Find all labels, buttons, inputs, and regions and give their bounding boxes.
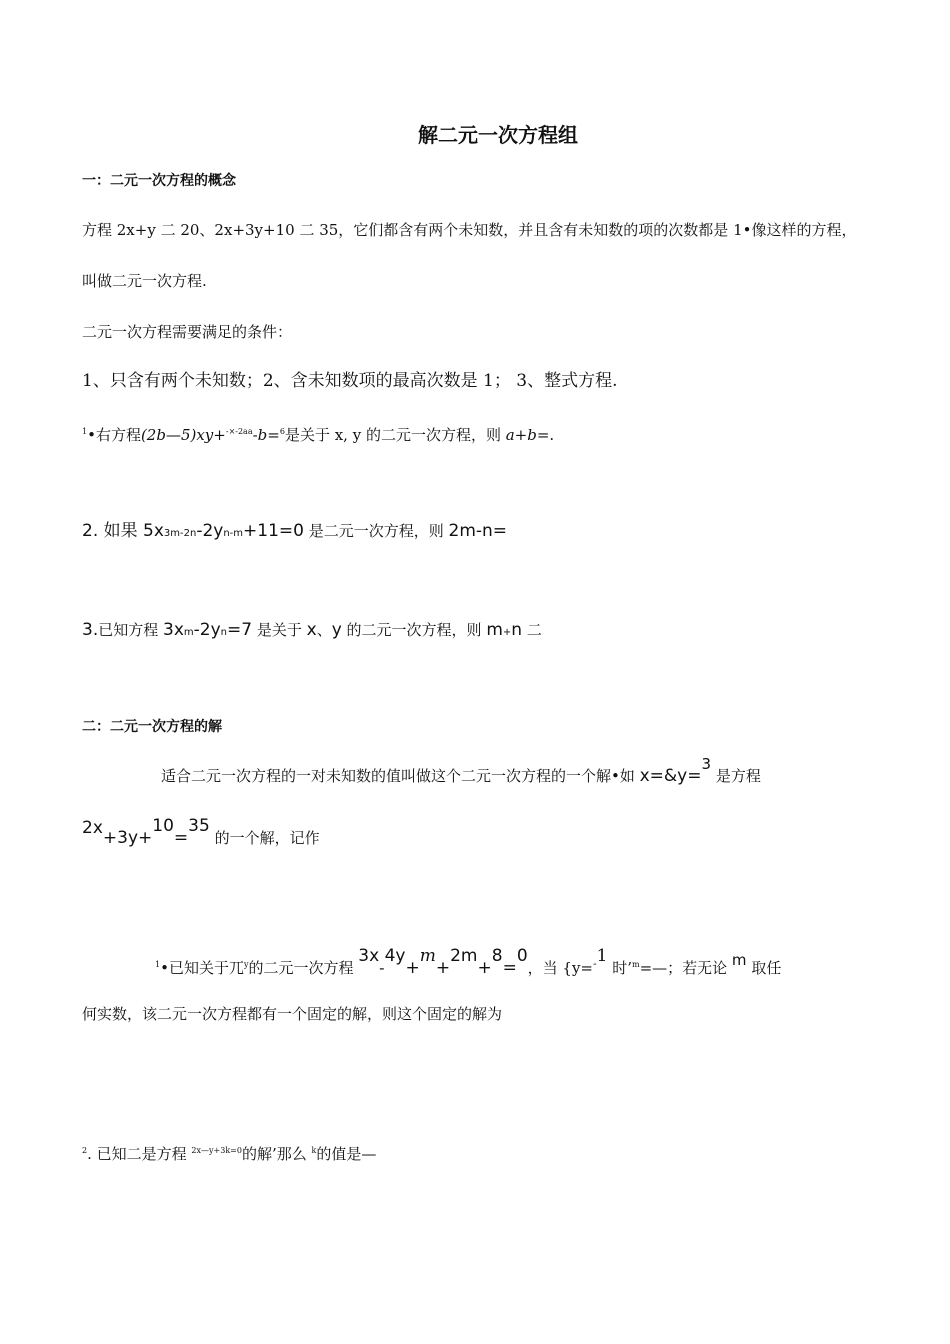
question-1-2	[82, 521, 507, 544]
expr: +	[435, 958, 451, 978]
question-text: •右方程	[87, 426, 141, 444]
expr: -b=	[252, 426, 280, 444]
expr: +11=0	[243, 521, 304, 541]
expr: -2y	[193, 620, 221, 640]
expr: m	[486, 620, 503, 640]
conditions-list: 1、只含有两个未知数；2、含未知数项的最高次数是 1； 3、整式方程.	[82, 371, 618, 391]
expr: m	[419, 946, 436, 966]
para-text: 的一个解，记作	[209, 829, 320, 847]
expr: 0	[516, 946, 528, 966]
expr: (2b	[140, 426, 166, 444]
expr: m	[631, 960, 640, 969]
question-text: 的解’那么	[241, 1145, 312, 1163]
question-2-1	[155, 946, 782, 981]
question-text: 的二元一次方程	[248, 959, 359, 977]
question-2-2	[82, 1141, 376, 1164]
question-text: 是二元一次方程，则	[303, 522, 449, 540]
question-text: 是关于	[252, 621, 307, 639]
expr: +	[502, 627, 512, 638]
expr-exponent: 3m-2n	[163, 528, 197, 539]
question-text: 取任	[746, 959, 782, 977]
expr: k	[311, 1146, 317, 1155]
expr-exponent: m	[183, 627, 194, 638]
expr: 3x	[163, 620, 184, 640]
para-text: 适合二元一次方程的一对未知数的值叫做这个二元一次方程的一个解•如	[161, 767, 640, 785]
question-text: 是关于 x, y 的二元一次方程，则	[284, 426, 506, 444]
question-number: 1	[82, 427, 88, 436]
expr: -	[379, 959, 385, 977]
expr-exponent: n-m	[223, 528, 244, 539]
expr: n	[511, 620, 523, 640]
expr: 2. 如果 5x	[82, 521, 164, 541]
expr: 2x—y+3k=0	[191, 1146, 242, 1155]
expr-exponent: -×-2a	[225, 427, 248, 436]
expr: x	[306, 620, 317, 640]
expr: x=&y=	[639, 766, 702, 786]
expr: y	[331, 620, 342, 640]
expr: -2y	[196, 521, 224, 541]
conditions-label: 二元一次方程需要满足的条件：	[82, 323, 293, 341]
expr: y	[243, 960, 249, 969]
question-text: 、	[316, 621, 332, 639]
expr: 8	[491, 946, 503, 966]
expr: 3	[701, 755, 712, 773]
expr: =	[502, 958, 517, 978]
question-number: 2	[82, 1146, 88, 1155]
solution-para-line1	[161, 755, 761, 786]
question-text: 已知方程	[98, 621, 164, 639]
question-text: =—；若无论	[639, 959, 732, 977]
expr: =7	[227, 620, 253, 640]
expr-exponent: 6	[279, 427, 285, 436]
expr: 3x	[358, 946, 380, 966]
question-text: 的二元一次方程，则	[341, 621, 487, 639]
expr: =	[173, 828, 189, 848]
expr-exponent: a	[247, 427, 253, 436]
solution-para-line2	[82, 816, 320, 848]
expr: +	[405, 958, 420, 978]
para-text: 是方程	[711, 767, 761, 785]
section2-heading: 二：二元一次方程的解	[82, 719, 222, 735]
question-text: . 已知二是方程	[87, 1145, 192, 1163]
question-text: ，当 {y=	[527, 959, 593, 977]
question-text: 二	[522, 621, 542, 639]
question-text: .	[549, 426, 555, 444]
expr: 10	[152, 816, 174, 836]
expr: 2m	[450, 946, 478, 966]
expr: 2x	[82, 818, 103, 838]
expr: +	[477, 958, 492, 978]
section1-heading: 一：二元一次方程的概念	[82, 173, 236, 189]
question-text: 的值是—	[316, 1145, 377, 1163]
page-title: 解二元一次方程组	[418, 123, 578, 147]
question-number: 3.	[82, 620, 99, 640]
concept-para-line1: 方程 2x+y 二 20、2x+3y+10 二 35，它们都含有两个未知数，并且含有未知数的项的次数都是 1•像这样的方程，	[82, 221, 857, 239]
expr: +3y+	[102, 828, 153, 848]
expr: -	[593, 959, 597, 970]
question-number: 1	[155, 960, 161, 969]
question-1-3	[82, 620, 542, 643]
expr: 35	[188, 816, 210, 836]
expr: a+b=	[505, 426, 550, 444]
question-1-1	[82, 422, 554, 445]
expr: —5)xy+	[165, 426, 226, 444]
concept-para-line2: 叫做二元一次方程.	[82, 272, 207, 290]
expr: 1	[596, 946, 608, 966]
expr: 2m-n=	[448, 521, 508, 541]
expr: y	[395, 946, 406, 966]
expr: m	[731, 951, 747, 969]
expr-exponent: n	[220, 627, 228, 638]
question-text: •已知关于兀	[160, 959, 244, 977]
expr: 4	[384, 946, 396, 966]
question-2-1-line2: 何实数，该二元一次方程都有一个固定的解，则这个固定的解为	[82, 1005, 503, 1023]
question-text: 时’	[607, 959, 632, 977]
